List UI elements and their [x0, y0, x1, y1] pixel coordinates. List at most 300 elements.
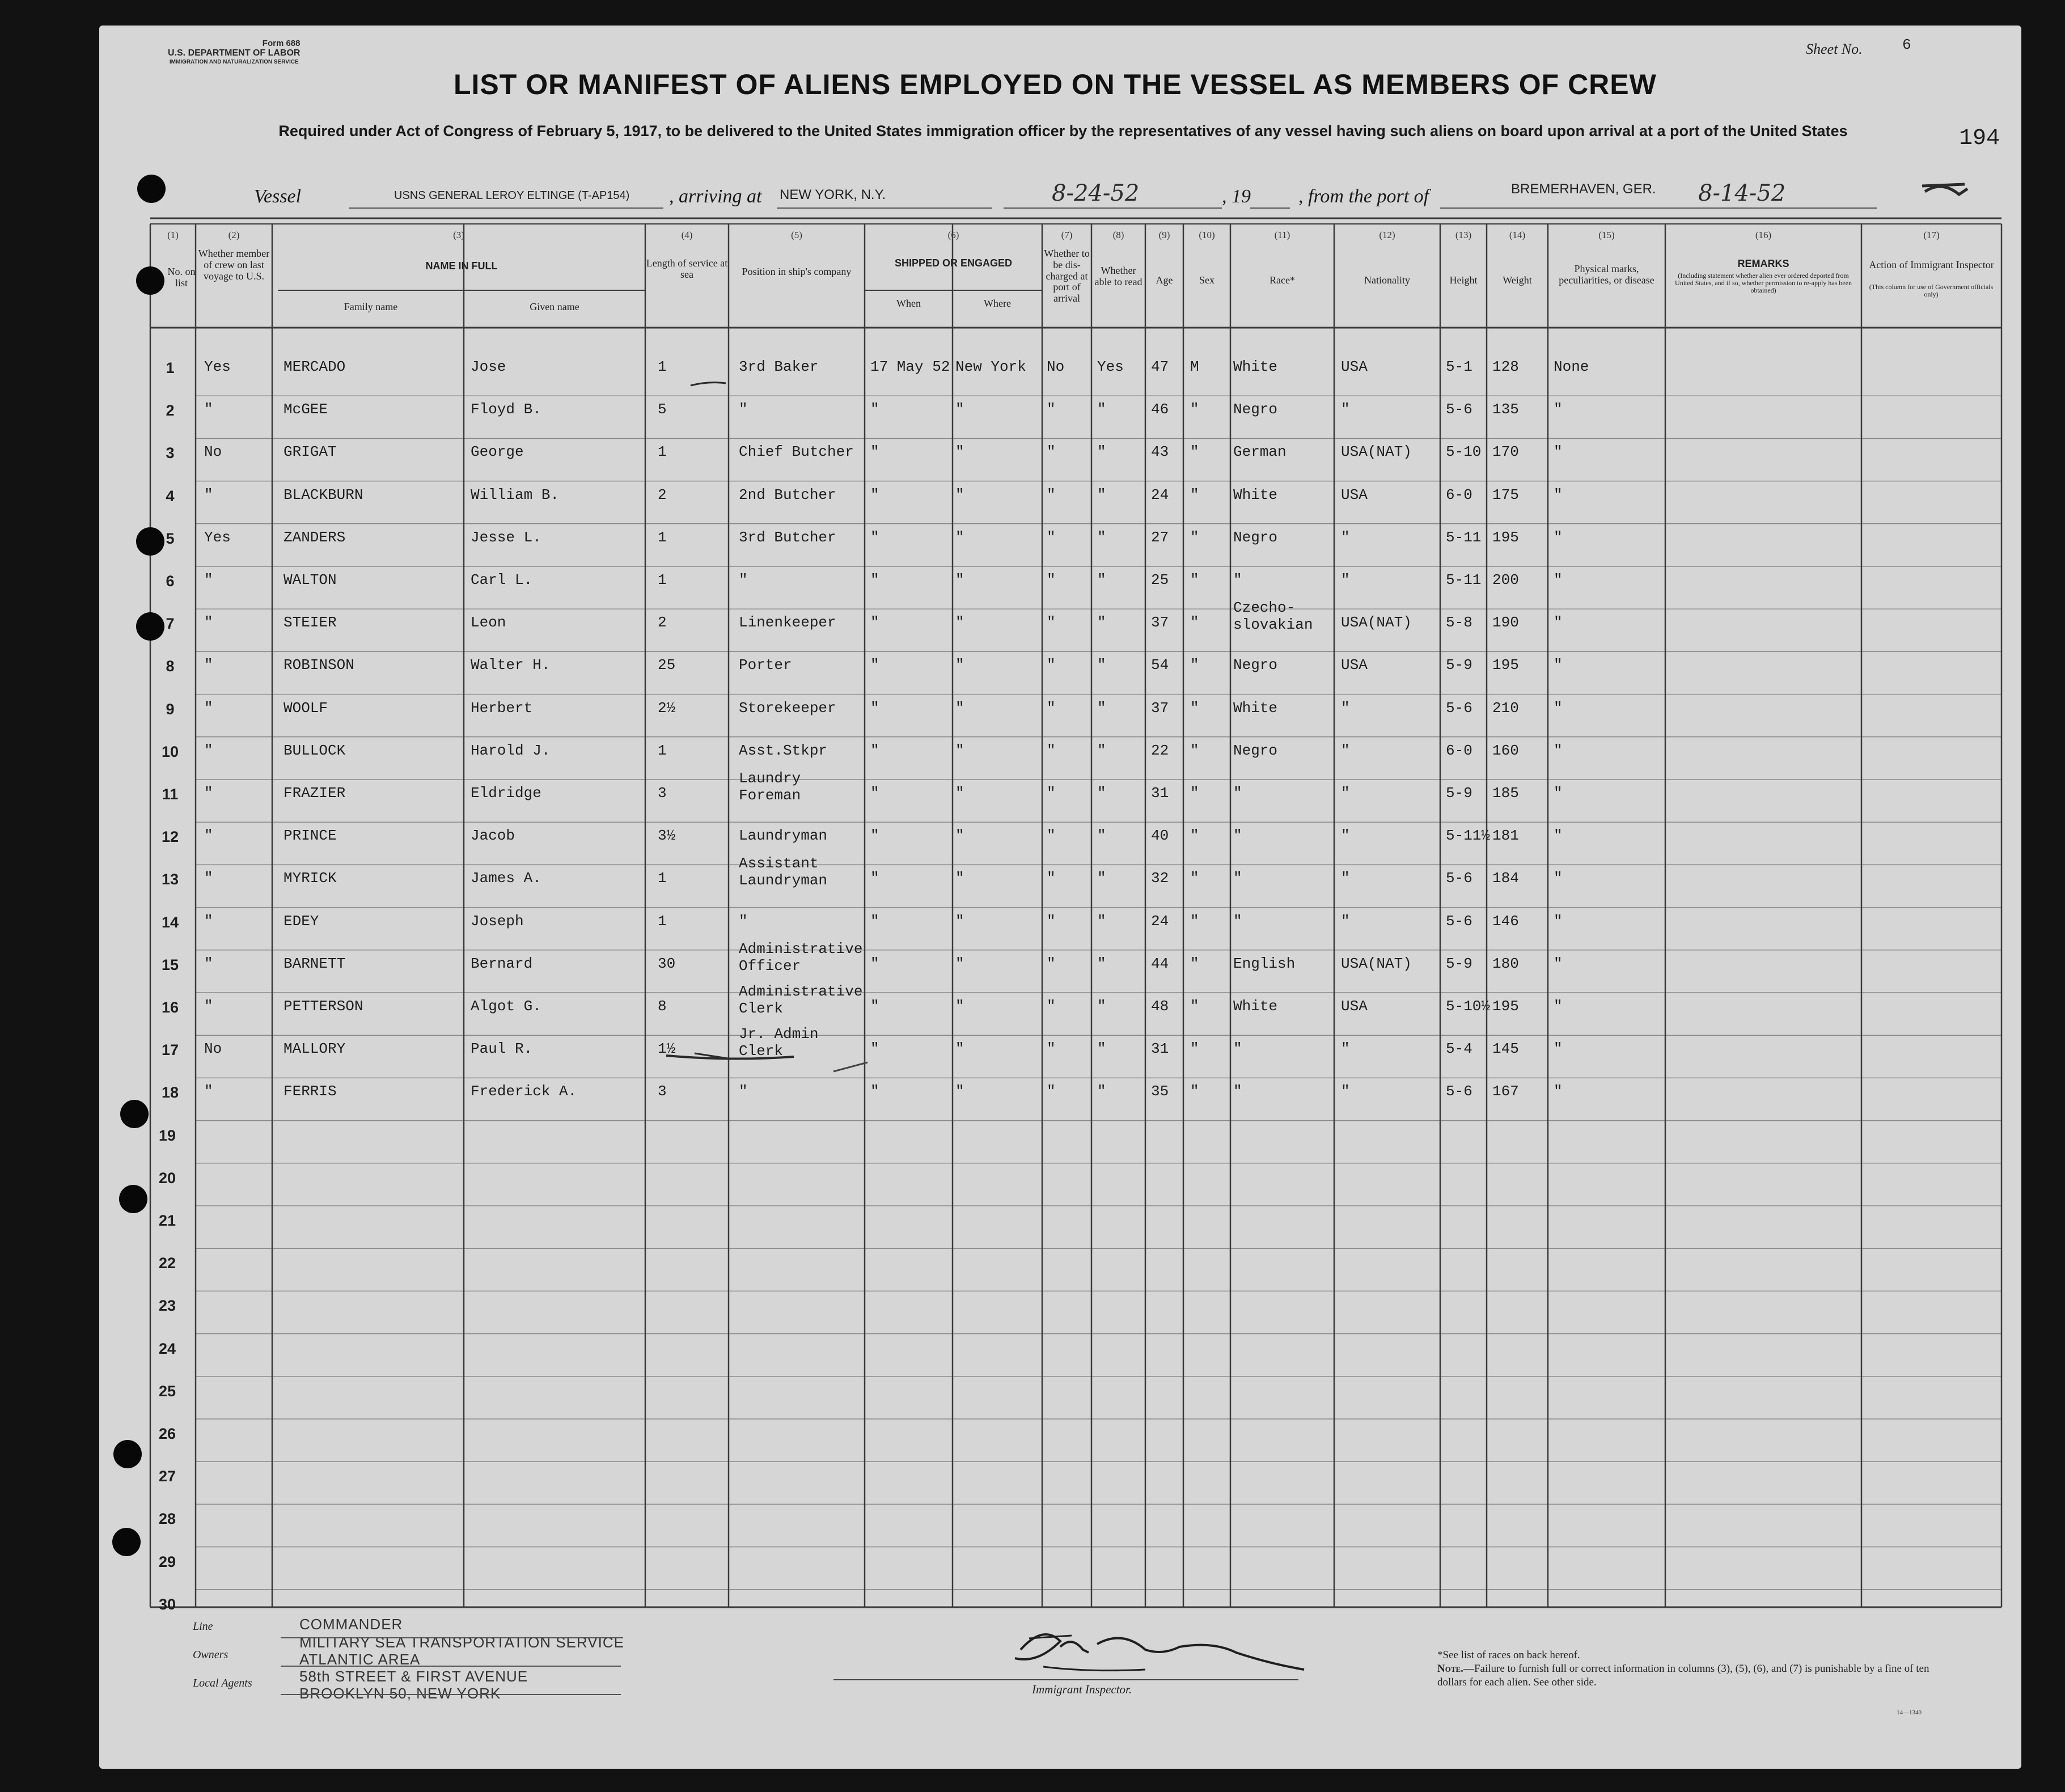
cell-age: 48: [1151, 998, 1169, 1015]
cell-member: No: [204, 443, 222, 461]
cell-marks: ": [1554, 785, 1563, 802]
cell-member: ": [204, 998, 213, 1015]
cell-where: ": [955, 486, 964, 503]
year-label: , 19: [1222, 186, 1251, 207]
cell-sex: ": [1190, 401, 1199, 418]
column-number: (14): [1509, 230, 1526, 240]
cell-discharged: ": [1047, 401, 1056, 418]
cell-sex: ": [1190, 742, 1199, 759]
cell-read: Yes: [1097, 358, 1124, 375]
cell-nationality: USA: [1341, 998, 1368, 1015]
row-number: 24: [158, 1340, 176, 1357]
row-number: 20: [158, 1169, 176, 1187]
row-number: 10: [161, 743, 179, 760]
cell-age: 37: [1151, 699, 1169, 717]
cell-when: ": [870, 614, 879, 632]
cell-where: ": [955, 955, 964, 972]
cell-discharged: ": [1047, 528, 1056, 546]
cell-nationality: ": [1341, 401, 1350, 418]
cell-when: ": [870, 1083, 879, 1100]
cell-when: ": [870, 528, 879, 546]
cell-weight: 160: [1492, 742, 1519, 759]
cell-position: Storekeeper: [739, 699, 836, 717]
cell-race: German: [1233, 443, 1287, 461]
cell-given: Leon: [471, 614, 506, 632]
line-underline: [281, 1637, 621, 1638]
cell-member: ": [204, 656, 213, 674]
cell-race: ": [1233, 870, 1242, 887]
cell-height: 5-6: [1446, 401, 1472, 418]
cell-service: 2: [658, 486, 667, 503]
cell-weight: 210: [1492, 699, 1519, 717]
cell-given: Frederick A.: [471, 1083, 577, 1100]
cell-height: 5-11: [1446, 528, 1482, 546]
cell-nationality: USA(NAT): [1341, 955, 1412, 972]
stamp-line: MILITARY SEA TRANSPORTATION SERVICE: [299, 1634, 624, 1651]
cell-discharged: ": [1047, 827, 1056, 845]
column-number: (17): [1923, 230, 1940, 240]
cell-height: 5-6: [1446, 1083, 1472, 1100]
cell-race: ": [1233, 785, 1242, 802]
cell-family: ZANDERS: [283, 528, 346, 546]
header-length-service: Length of service at sea: [646, 257, 728, 280]
stamped-page-number: 194: [1959, 126, 2000, 151]
cell-member: Yes: [204, 528, 231, 546]
column-number: (13): [1455, 230, 1472, 240]
cell-nationality: ": [1341, 912, 1350, 930]
note-text: —Failure to furnish full or correct information in columns (3), (5), (6), and (7) is punishable by a fine of ten dollars for each alien. See other side.: [1437, 1662, 1929, 1688]
cell-race: ": [1233, 827, 1242, 845]
cell-age: 25: [1151, 571, 1169, 588]
cell-family: MYRICK: [283, 870, 337, 887]
cell-given: Algot G.: [471, 998, 541, 1015]
cell-family: FERRIS: [283, 1083, 337, 1100]
row-number: 27: [158, 1468, 176, 1485]
row-number: 21: [158, 1212, 176, 1229]
cell-marks: ": [1554, 614, 1563, 632]
cell-weight: 170: [1492, 443, 1519, 461]
cell-when: ": [870, 827, 879, 845]
cell-where: ": [955, 742, 964, 759]
cell-height: 5-11: [1446, 571, 1482, 588]
cell-when: ": [870, 401, 879, 418]
cell-when: ": [870, 699, 879, 717]
cell-service: 30: [658, 955, 676, 972]
cell-nationality: ": [1341, 870, 1350, 887]
punch-hole: [112, 1528, 141, 1556]
cell-given: Bernard: [471, 955, 533, 972]
cell-nationality: ": [1341, 571, 1350, 588]
column-number: (4): [681, 230, 693, 240]
cell-family: PETTERSON: [283, 998, 363, 1015]
column-number: (3): [453, 230, 464, 240]
row-number: 17: [161, 1041, 179, 1059]
cell-service: 1: [658, 528, 667, 546]
row-number: 23: [158, 1297, 176, 1315]
cell-marks: ": [1554, 827, 1563, 845]
cell-given: Jose: [471, 358, 506, 375]
cell-position: ": [739, 401, 748, 418]
from-port-label: , from the port of: [1298, 186, 1429, 207]
cell-discharged: ": [1047, 785, 1056, 802]
cell-height: 5-6: [1446, 870, 1472, 887]
cell-given: George: [471, 443, 524, 461]
cell-age: 46: [1151, 401, 1169, 418]
cell-family: FRAZIER: [283, 785, 346, 802]
cell-weight: 181: [1492, 827, 1519, 845]
cell-family: PRINCE: [283, 827, 337, 845]
arrival-date-handwritten: 8-24-52: [1052, 180, 1140, 206]
column-number: (9): [1158, 230, 1170, 240]
form-number: Form 688: [262, 39, 301, 48]
cell-given: Jacob: [471, 827, 515, 845]
cell-when: ": [870, 571, 879, 588]
cell-where: New York: [955, 358, 1026, 375]
cell-discharged: ": [1047, 998, 1056, 1015]
row-number: 29: [158, 1553, 176, 1570]
cell-service: 8: [658, 998, 667, 1015]
cell-height: 6-0: [1446, 742, 1472, 759]
cell-member: ": [204, 1083, 213, 1100]
row-number: 22: [158, 1255, 176, 1272]
cell-age: 54: [1151, 656, 1169, 674]
cell-sex: ": [1190, 955, 1199, 972]
cell-position: Chief Butcher: [739, 443, 854, 461]
cell-given: Floyd B.: [471, 401, 541, 418]
cell-marks: ": [1554, 699, 1563, 717]
column-number: (11): [1274, 230, 1290, 240]
cell-read: ": [1097, 998, 1106, 1015]
cell-marks: ": [1554, 870, 1563, 887]
vessel-label: Vessel: [254, 186, 302, 207]
cell-weight: 146: [1492, 912, 1519, 930]
note-block: [1437, 1649, 1948, 1689]
cell-read: ": [1097, 1040, 1106, 1058]
cell-when: ": [870, 486, 879, 503]
cell-position: ": [739, 571, 748, 588]
cell-marks: ": [1554, 998, 1563, 1015]
cell-height: 5-6: [1446, 699, 1472, 717]
cell-service: 5: [658, 401, 667, 418]
cell-sex: ": [1190, 571, 1199, 588]
cell-weight: 180: [1492, 955, 1519, 972]
cell-weight: 195: [1492, 528, 1519, 546]
cell-read: ": [1097, 656, 1106, 674]
cell-where: ": [955, 870, 964, 887]
cell-discharged: ": [1047, 571, 1056, 588]
cell-discharged: ": [1047, 486, 1056, 503]
cell-weight: 190: [1492, 614, 1519, 632]
column-number: (5): [791, 230, 802, 240]
cell-weight: 195: [1492, 656, 1519, 674]
cell-family: BULLOCK: [283, 742, 346, 759]
cell-age: 27: [1151, 528, 1169, 546]
row-number: 9: [166, 700, 175, 718]
cell-family: ROBINSON: [283, 656, 354, 674]
signature-line: [833, 1679, 1298, 1680]
cell-where: ": [955, 785, 964, 802]
cell-weight: 184: [1492, 870, 1519, 887]
cell-member: ": [204, 955, 213, 972]
cell-race: ": [1233, 1083, 1242, 1100]
row-number: 18: [161, 1084, 179, 1102]
column-number: (10): [1199, 230, 1215, 240]
header-when: When: [896, 298, 921, 309]
row-number: 26: [158, 1425, 176, 1442]
cell-read: ": [1097, 699, 1106, 717]
cell-marks: None: [1554, 358, 1589, 375]
cell-position: ": [739, 1083, 748, 1100]
pen-strokes: [691, 383, 731, 1059]
row-number: 25: [158, 1382, 176, 1400]
cell-age: 32: [1151, 870, 1169, 887]
cell-marks: ": [1554, 912, 1563, 930]
header-able-to-read: Whether able to read: [1094, 265, 1142, 287]
cell-position: 2nd Butcher: [739, 486, 836, 503]
punch-hole: [120, 1100, 149, 1128]
cell-discharged: ": [1047, 614, 1056, 632]
cell-service: 1½: [658, 1040, 676, 1058]
vessel-name: USNS GENERAL LEROY ELTINGE (T-AP154): [394, 189, 630, 202]
cell-marks: ": [1554, 1083, 1563, 1100]
punch-hole: [137, 175, 166, 203]
cell-read: ": [1097, 870, 1106, 887]
row-number: 19: [158, 1126, 176, 1144]
cell-when: ": [870, 785, 879, 802]
cell-sex: ": [1190, 443, 1199, 461]
header-nationality: Nationality: [1364, 274, 1410, 286]
cell-service: 1: [658, 443, 667, 461]
cell-position: Laundryman: [739, 827, 828, 845]
cell-height: 5-9: [1446, 955, 1472, 972]
column-number: (1): [167, 230, 179, 240]
cell-member: ": [204, 401, 213, 418]
cell-marks: ": [1554, 528, 1563, 546]
cell-race: ": [1233, 1040, 1242, 1058]
cell-age: 40: [1151, 827, 1169, 845]
cell-family: BLACKBURN: [283, 486, 363, 503]
cell-where: ": [955, 614, 964, 632]
cell-nationality: USA: [1341, 656, 1368, 674]
owners-underline: [281, 1666, 621, 1667]
cell-position: Linenkeeper: [739, 614, 836, 632]
cell-when: 17 May 52: [870, 358, 950, 375]
cell-weight: 145: [1492, 1040, 1519, 1058]
cell-race: Czecho- slovakian: [1233, 599, 1313, 634]
cell-member: ": [204, 742, 213, 759]
stamp-line: ATLANTIC AREA: [299, 1651, 421, 1668]
row-number: 8: [166, 658, 175, 675]
cell-family: BARNETT: [283, 955, 346, 972]
cell-nationality: ": [1341, 528, 1350, 546]
cell-where: ": [955, 912, 964, 930]
column-number: (2): [228, 230, 240, 240]
cell-read: ": [1097, 486, 1106, 503]
cell-sex: ": [1190, 528, 1199, 546]
cell-family: EDEY: [283, 912, 319, 930]
cell-member: ": [204, 870, 213, 887]
cell-marks: ": [1554, 571, 1563, 588]
cell-race: White: [1233, 486, 1278, 503]
cell-where: ": [955, 1040, 964, 1058]
cell-read: ": [1097, 571, 1106, 588]
cell-position: ": [739, 912, 748, 930]
cell-service: 25: [658, 656, 676, 674]
from-port: BREMERHAVEN, GER.: [1511, 181, 1656, 197]
cell-where: ": [955, 656, 964, 674]
cell-height: 5-10½: [1446, 998, 1491, 1015]
cell-age: 24: [1151, 912, 1169, 930]
row-number: 14: [161, 913, 179, 931]
cell-when: ": [870, 870, 879, 887]
cell-family: WALTON: [283, 571, 337, 588]
cell-family: WOOLF: [283, 699, 328, 717]
cell-when: ": [870, 998, 879, 1015]
cell-position: Porter: [739, 656, 792, 674]
header-no-on-list: No. on list: [167, 266, 196, 289]
cell-member: No: [204, 1040, 222, 1058]
cell-where: ": [955, 699, 964, 717]
cell-sex: M: [1190, 358, 1199, 375]
cell-nationality: ": [1341, 1040, 1350, 1058]
cell-service: 3: [658, 1083, 667, 1100]
cell-marks: ": [1554, 1040, 1563, 1058]
cell-service: 1: [658, 912, 667, 930]
cell-height: 5-1: [1446, 358, 1472, 375]
cell-given: Harold J.: [471, 742, 551, 759]
row-number: 3: [166, 444, 175, 462]
cell-read: ": [1097, 528, 1106, 546]
cell-nationality: USA: [1341, 358, 1368, 375]
cell-family: MALLORY: [283, 1040, 346, 1058]
cell-family: McGEE: [283, 401, 328, 418]
cell-height: 5-8: [1446, 614, 1472, 632]
page-title: LIST OR MANIFEST OF ALIENS EMPLOYED ON THE VESSEL AS MEMBERS OF CREW: [454, 69, 1657, 100]
cell-race: Negro: [1233, 528, 1278, 546]
cell-family: GRIGAT: [283, 443, 337, 461]
line-label: Line: [193, 1620, 213, 1633]
cell-given: Herbert: [471, 699, 533, 717]
cell-position: Asst.Stkpr: [739, 742, 828, 759]
punch-hole: [136, 266, 164, 295]
cell-where: ": [955, 571, 964, 588]
arriving-port: NEW YORK, N.Y.: [780, 187, 886, 202]
column-number: (15): [1598, 230, 1615, 240]
cell-when: ": [870, 955, 879, 972]
header-weight: Weight: [1503, 274, 1532, 286]
row-number: 28: [158, 1510, 176, 1528]
cell-weight: 195: [1492, 998, 1519, 1015]
header-discharged: Whether to be dis-charged at port of arrival: [1044, 248, 1090, 304]
cell-race: White: [1233, 998, 1278, 1015]
cell-marks: ": [1554, 401, 1563, 418]
cell-sex: ": [1190, 827, 1199, 845]
cell-read: ": [1097, 1083, 1106, 1100]
cell-given: James A.: [471, 870, 541, 887]
cell-sex: ": [1190, 656, 1199, 674]
note-label: Note.: [1437, 1662, 1463, 1675]
cell-position: Assistant Laundryman: [739, 855, 828, 889]
cell-discharged: ": [1047, 443, 1056, 461]
cell-read: ": [1097, 955, 1106, 972]
cell-age: 31: [1151, 785, 1169, 802]
cell-discharged: ": [1047, 656, 1056, 674]
cell-nationality: ": [1341, 1083, 1350, 1100]
cell-race: Negro: [1233, 742, 1278, 759]
punch-hole: [113, 1440, 142, 1468]
cell-race: White: [1233, 699, 1278, 717]
cell-given: Carl L.: [471, 571, 533, 588]
inspector-label: Immigrant Inspector.: [1032, 1683, 1132, 1696]
cell-where: ": [955, 827, 964, 845]
cell-service: 1: [658, 571, 667, 588]
cell-nationality: ": [1341, 785, 1350, 802]
cell-read: ": [1097, 827, 1106, 845]
sheet-number: 6: [1902, 36, 1911, 53]
cell-nationality: USA(NAT): [1341, 614, 1412, 632]
cell-height: 5-9: [1446, 785, 1472, 802]
header-race: Race*: [1270, 274, 1295, 286]
cell-where: ": [955, 401, 964, 418]
department-name: U.S. DEPARTMENT OF LABOR: [168, 48, 301, 58]
check-mark: [833, 1062, 868, 1071]
cell-when: ": [870, 742, 879, 759]
cell-read: ": [1097, 614, 1106, 632]
cell-given: Jesse L.: [471, 528, 541, 546]
cell-service: 1: [658, 870, 667, 887]
row-number: 11: [162, 786, 179, 803]
header-member-last-voyage: Whether member of crew on last voyage to U.S.: [198, 248, 270, 282]
row-number: 16: [161, 999, 179, 1016]
cell-weight: 167: [1492, 1083, 1519, 1100]
row-number: 30: [158, 1595, 176, 1613]
cell-where: ": [955, 528, 964, 546]
cell-member: ": [204, 912, 213, 930]
stamp-line: COMMANDER: [299, 1616, 403, 1633]
cell-marks: ": [1554, 742, 1563, 759]
cell-nationality: USA(NAT): [1341, 443, 1412, 461]
cell-sex: ": [1190, 870, 1199, 887]
cell-discharged: No: [1047, 358, 1065, 375]
column-number: (12): [1379, 230, 1395, 240]
cell-position: Jr. Admin Clerk: [739, 1026, 819, 1060]
cell-age: 44: [1151, 955, 1169, 972]
owners-label: Owners: [193, 1649, 228, 1661]
cell-race: ": [1233, 571, 1242, 588]
cell-nationality: ": [1341, 827, 1350, 845]
departure-date-handwritten: 8-14-52: [1698, 180, 1786, 206]
cell-given: Walter H.: [471, 656, 551, 674]
cell-member: ": [204, 785, 213, 802]
cell-discharged: ": [1047, 912, 1056, 930]
header-age: Age: [1156, 274, 1173, 286]
cell-race: English: [1233, 955, 1296, 972]
column-number: (7): [1061, 230, 1073, 240]
cell-position: Administrative Officer: [739, 940, 863, 975]
header-family-name: Family name: [344, 301, 398, 312]
cell-given: Paul R.: [471, 1040, 533, 1058]
cell-position: Laundry Foreman: [739, 770, 801, 804]
cell-read: ": [1097, 785, 1106, 802]
cell-race: ": [1233, 912, 1242, 930]
cell-height: 5-4: [1446, 1040, 1472, 1058]
cell-read: ": [1097, 401, 1106, 418]
cell-service: 3: [658, 785, 667, 802]
cell-position: Administrative Clerk: [739, 983, 863, 1017]
punch-hole: [119, 1185, 147, 1213]
cell-family: MERCADO: [283, 358, 346, 375]
cell-marks: ": [1554, 486, 1563, 503]
